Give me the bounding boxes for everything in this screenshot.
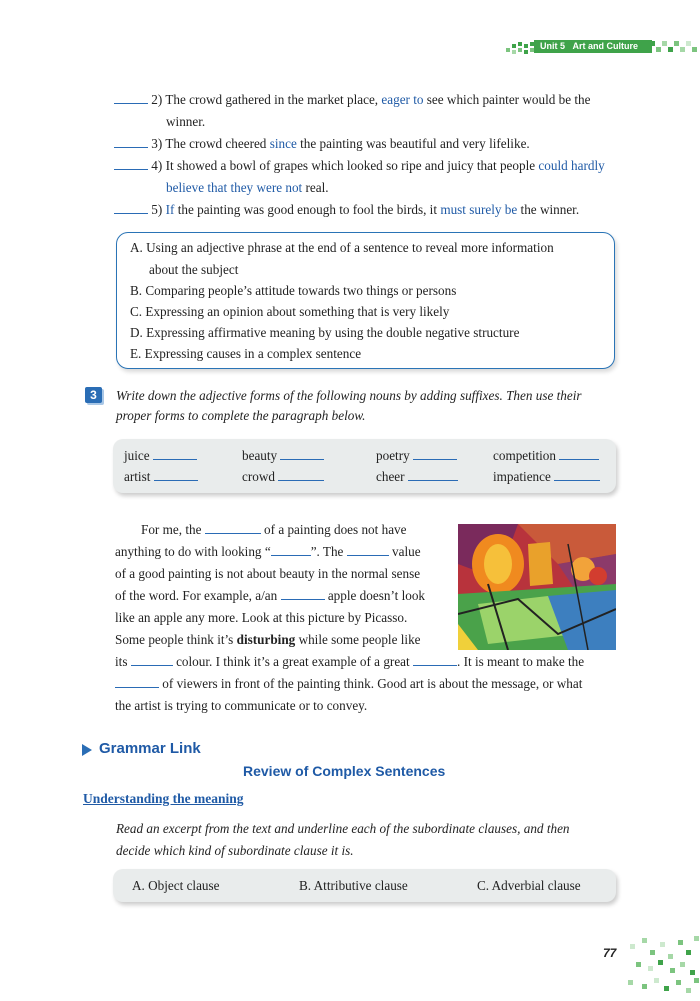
paragraph-line-1: For me, the of a painting does not have bbox=[141, 522, 407, 537]
answer-blank[interactable] bbox=[114, 92, 148, 104]
answer-blank[interactable] bbox=[114, 158, 148, 170]
word-crowd: crowd bbox=[242, 466, 324, 488]
section-heading: Understanding the meaning bbox=[83, 791, 244, 806]
clause-b: B. Attributive clause bbox=[299, 878, 408, 893]
word-impatience: impatience bbox=[493, 466, 600, 488]
word-poetry: poetry bbox=[376, 445, 457, 467]
painting-illustration bbox=[458, 524, 616, 650]
grammar-link-heading: Grammar Link bbox=[99, 740, 201, 757]
grammar-instruction-1: Read an excerpt from the text and underline each of the subordinate clauses, and then bbox=[116, 821, 570, 836]
sentence-4-cont: believe that they were not real. bbox=[166, 180, 329, 195]
option-a-cont: about the subject bbox=[149, 262, 239, 277]
word-cheer: cheer bbox=[376, 466, 458, 488]
paragraph-line-5: like an apple any more. Look at this picture by Picasso. bbox=[115, 610, 408, 625]
word-competition: competition bbox=[493, 445, 599, 467]
header-decoration bbox=[504, 40, 534, 54]
grammar-title: Review of Complex Sentences bbox=[243, 763, 446, 779]
unit-title: Art and Culture bbox=[572, 41, 639, 51]
options-box bbox=[116, 232, 615, 369]
paragraph-line-6: Some people think it’s disturbing while some people like bbox=[115, 632, 421, 647]
sentence-4: 4) It showed a bowl of grapes which looked so ripe and juicy that people could hardly bbox=[114, 155, 624, 177]
triangle-icon bbox=[82, 744, 92, 756]
pixel-pattern-footer bbox=[620, 936, 700, 996]
paragraph-line-3: of a good painting is not about beauty in the normal sense bbox=[115, 566, 421, 581]
paragraph-line-9: the artist is trying to communicate or to convey. bbox=[115, 698, 368, 713]
grammar-instruction-2: decide which kind of subordinate clause it is. bbox=[116, 843, 354, 858]
option-b: B. Comparing people’s attitude towards two things or persons bbox=[130, 283, 457, 298]
option-d: D. Expressing affirmative meaning by using the double negative structure bbox=[130, 325, 520, 340]
header-decoration-right bbox=[650, 40, 700, 54]
picasso-painting bbox=[458, 524, 616, 650]
word-beauty: beauty bbox=[242, 445, 324, 467]
pixel-pattern-left bbox=[504, 40, 534, 54]
option-c: C. Expressing an opinion about something that is very likely bbox=[130, 304, 450, 319]
word-bank-box bbox=[113, 439, 616, 493]
pixel-pattern-right bbox=[650, 40, 700, 54]
word-juice: juice bbox=[124, 445, 197, 467]
paragraph-line-8: of viewers in front of the painting think. Good art is about the message, or what bbox=[115, 673, 582, 695]
page-number: 77 bbox=[603, 946, 617, 960]
option-a: A. Using an adjective phrase at the end of a sentence to reveal more information bbox=[130, 240, 554, 255]
clause-c: C. Adverbial clause bbox=[477, 878, 581, 893]
option-e: E. Expressing causes in a complex sentence bbox=[130, 346, 362, 361]
sentence-5: 5) If the painting was good enough to fool the birds, it must surely be the winner. bbox=[114, 199, 624, 221]
answer-blank[interactable] bbox=[114, 202, 148, 214]
paragraph-line-4: of the word. For example, a/an apple doesn’t look bbox=[115, 588, 426, 603]
exercise-3-instruction-2: proper forms to complete the paragraph below. bbox=[116, 408, 366, 423]
unit-label: Unit 5 bbox=[540, 41, 566, 51]
clause-types-box bbox=[113, 869, 616, 902]
paragraph-line-2: anything to do with looking “ ”. The value bbox=[115, 544, 421, 559]
word-artist: artist bbox=[124, 466, 198, 488]
answer-blank[interactable] bbox=[114, 136, 148, 148]
footer-decoration bbox=[620, 936, 700, 996]
paragraph-line-7: its colour. I think it’s a great example of a great . It is meant to make the bbox=[115, 654, 585, 669]
clause-a: A. Object clause bbox=[132, 878, 220, 893]
exercise-number-badge: 3 bbox=[85, 387, 102, 403]
exercise-3-instruction-1: Write down the adjective forms of the following nouns by adding suffixes. Then use their bbox=[116, 388, 582, 403]
sentence-3: 3) The crowd cheered since the painting was beautiful and very lifelike. bbox=[114, 133, 624, 155]
header-label bbox=[534, 40, 652, 53]
sentence-2-cont: winner. bbox=[166, 114, 206, 129]
sentence-2: 2) The crowd gathered in the market place, eager to see which painter would be the bbox=[114, 89, 624, 111]
